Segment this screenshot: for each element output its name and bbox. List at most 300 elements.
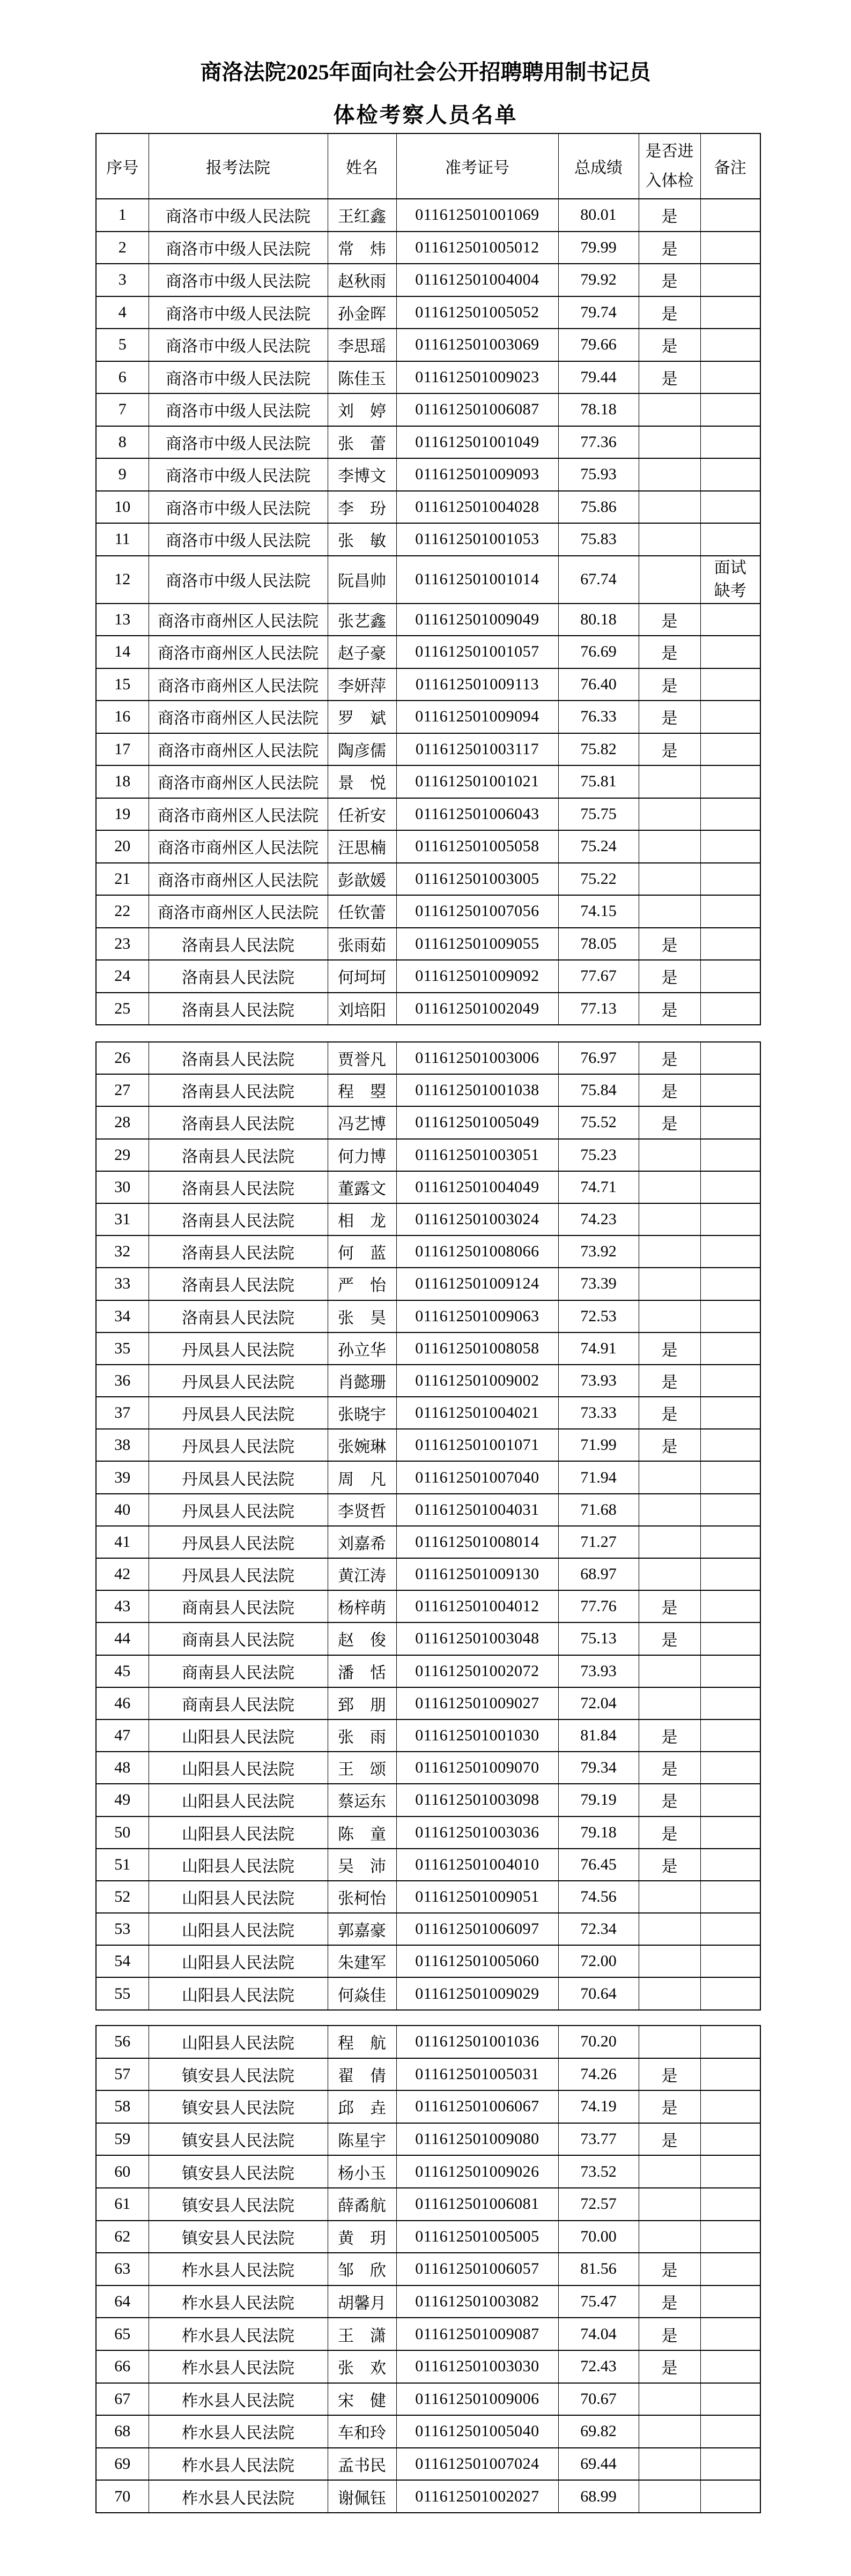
cell-court: 商南县人民法院 (149, 1590, 328, 1622)
cell-court: 商洛市中级人民法院 (149, 232, 328, 264)
cell-index: 16 (96, 701, 149, 733)
cell-score: 77.13 (558, 993, 639, 1025)
header-remark: 备注 (700, 133, 760, 199)
cell-enter-exam: 是 (639, 1365, 700, 1397)
cell-remark (700, 1590, 760, 1622)
cell-court: 丹凤县人民法院 (149, 1494, 328, 1526)
cell-enter-exam: 是 (639, 1074, 700, 1106)
page-title-line1: 商洛法院2025年面向社会公开招聘聘用制书记员 (200, 60, 651, 84)
cell-index: 21 (96, 863, 149, 896)
cell-name: 张雨茹 (328, 928, 396, 961)
table-row (96, 556, 760, 604)
cell-index: 60 (96, 2155, 149, 2188)
cell-index: 57 (96, 2058, 149, 2091)
table-row (96, 2123, 760, 2156)
cell-remark (700, 2155, 760, 2188)
cell-index: 40 (96, 1494, 149, 1526)
cell-name: 郭嘉豪 (328, 1913, 396, 1945)
table-row (96, 1203, 760, 1235)
cell-index: 14 (96, 636, 149, 668)
cell-name: 张 敏 (328, 523, 396, 556)
cell-enter-exam (639, 1655, 700, 1687)
cell-court: 镇安县人民法院 (149, 2090, 328, 2123)
cell-index: 68 (96, 2415, 149, 2448)
cell-court: 洛南县人民法院 (149, 1106, 328, 1138)
cell-enter-exam: 是 (639, 1397, 700, 1429)
cell-enter-exam (639, 765, 700, 798)
cell-score: 73.52 (558, 2155, 639, 2188)
cell-index: 45 (96, 1655, 149, 1687)
table-row (96, 2383, 760, 2416)
cell-index: 62 (96, 2221, 149, 2253)
cell-enter-exam: 是 (639, 1042, 700, 1074)
cell-ticket: 011612501003117 (396, 733, 558, 766)
cell-remark: 面试缺考 (700, 556, 760, 604)
cell-ticket: 011612501007040 (396, 1461, 558, 1493)
cell-name: 陈 童 (328, 1816, 396, 1849)
cell-enter-exam: 是 (639, 1429, 700, 1461)
cell-score: 72.34 (558, 1913, 639, 1945)
cell-score: 71.99 (558, 1429, 639, 1461)
table-row (96, 1397, 760, 1429)
cell-enter-exam: 是 (639, 993, 700, 1025)
cell-ticket: 011612501006087 (396, 393, 558, 426)
cell-enter-exam (639, 2188, 700, 2221)
cell-remark (700, 1235, 760, 1268)
cell-remark (700, 1429, 760, 1461)
table-row (96, 830, 760, 863)
cell-score: 72.00 (558, 1945, 639, 1977)
cell-remark (700, 491, 760, 524)
cell-remark (700, 668, 760, 701)
cell-score: 79.19 (558, 1784, 639, 1816)
cell-remark (700, 1977, 760, 2009)
cell-ticket: 011612501009049 (396, 604, 558, 636)
table-row (96, 1042, 760, 1074)
cell-name: 蔡运东 (328, 1784, 396, 1816)
cell-name: 赵秋雨 (328, 264, 396, 296)
cell-ticket: 011612501005031 (396, 2058, 558, 2091)
cell-index: 3 (96, 264, 149, 296)
cell-court: 洛南县人民法院 (149, 1300, 328, 1332)
cell-ticket: 011612501001014 (396, 556, 558, 604)
cell-enter-exam (639, 863, 700, 896)
cell-enter-exam: 是 (639, 960, 700, 993)
cell-name: 车和玲 (328, 2415, 396, 2448)
table-row (96, 2058, 760, 2091)
cell-index: 48 (96, 1752, 149, 1784)
cell-remark (700, 2221, 760, 2253)
cell-remark (700, 2058, 760, 2091)
cell-score: 76.40 (558, 668, 639, 701)
cell-score: 75.24 (558, 830, 639, 863)
cell-index: 12 (96, 556, 149, 604)
cell-name: 李思瑶 (328, 329, 396, 361)
cell-enter-exam (639, 1300, 700, 1332)
cell-index: 69 (96, 2448, 149, 2481)
cell-index: 10 (96, 491, 149, 524)
cell-name: 周 凡 (328, 1461, 396, 1493)
cell-court: 山阳县人民法院 (149, 1752, 328, 1784)
cell-court: 商南县人民法院 (149, 1687, 328, 1719)
cell-ticket: 011612501006097 (396, 1913, 558, 1945)
cell-name: 罗 斌 (328, 701, 396, 733)
cell-score: 79.18 (558, 1816, 639, 1849)
table-row (96, 426, 760, 459)
cell-index: 70 (96, 2480, 149, 2513)
cell-court: 洛南县人民法院 (149, 1074, 328, 1106)
cell-court: 丹凤县人民法院 (149, 1332, 328, 1365)
cell-court: 镇安县人民法院 (149, 2123, 328, 2156)
cell-remark (700, 895, 760, 928)
cell-name: 陶彦儒 (328, 733, 396, 766)
cell-remark (700, 830, 760, 863)
cell-score: 78.05 (558, 928, 639, 961)
cell-name: 王 颂 (328, 1752, 396, 1784)
cell-score: 73.39 (558, 1268, 639, 1300)
cell-index: 66 (96, 2350, 149, 2383)
cell-ticket: 011612501004049 (396, 1171, 558, 1203)
cell-remark (700, 2188, 760, 2221)
cell-enter-exam: 是 (639, 329, 700, 361)
cell-enter-exam: 是 (639, 199, 700, 232)
cell-remark (700, 1526, 760, 1558)
cell-court: 商洛市商州区人民法院 (149, 668, 328, 701)
cell-index: 31 (96, 1203, 149, 1235)
cell-ticket: 011612501001049 (396, 426, 558, 459)
cell-enter-exam: 是 (639, 1752, 700, 1784)
table-row (96, 458, 760, 491)
table-row (96, 2480, 760, 2513)
cell-enter-exam (639, 1526, 700, 1558)
cell-ticket: 011612501009124 (396, 1268, 558, 1300)
cell-court: 山阳县人民法院 (149, 1881, 328, 1913)
cell-ticket: 011612501004031 (396, 1494, 558, 1526)
cell-index: 8 (96, 426, 149, 459)
cell-index: 67 (96, 2383, 149, 2416)
cell-index: 35 (96, 1332, 149, 1365)
cell-ticket: 011612501009006 (396, 2383, 558, 2416)
cell-enter-exam (639, 491, 700, 524)
cell-score: 75.93 (558, 458, 639, 491)
cell-enter-exam: 是 (639, 668, 700, 701)
cell-court: 柞水县人民法院 (149, 2285, 328, 2318)
cell-remark (700, 1881, 760, 1913)
cell-ticket: 011612501003036 (396, 1816, 558, 1849)
cell-remark (700, 863, 760, 896)
cell-score: 80.01 (558, 199, 639, 232)
cell-remark (700, 1945, 760, 1977)
cell-name: 张婉琳 (328, 1429, 396, 1461)
cell-remark (700, 1849, 760, 1881)
table-row (96, 1429, 760, 1461)
table-row (96, 491, 760, 524)
cell-score: 81.84 (558, 1719, 639, 1752)
cell-index: 41 (96, 1526, 149, 1558)
cell-name: 朱建军 (328, 1945, 396, 1977)
cell-remark (700, 296, 760, 329)
cell-enter-exam: 是 (639, 2090, 700, 2123)
cell-ticket: 011612501009051 (396, 1881, 558, 1913)
cell-enter-exam (639, 1977, 700, 2009)
cell-name: 杨梓萌 (328, 1590, 396, 1622)
cell-index: 46 (96, 1687, 149, 1719)
header-index: 序号 (96, 133, 149, 199)
cell-ticket: 011612501006043 (396, 798, 558, 831)
cell-remark (700, 1494, 760, 1526)
cell-name: 冯艺博 (328, 1106, 396, 1138)
cell-index: 2 (96, 232, 149, 264)
cell-ticket: 011612501001038 (396, 1074, 558, 1106)
cell-index: 42 (96, 1558, 149, 1590)
cell-ticket: 011612501001030 (396, 1719, 558, 1752)
table-header (96, 133, 760, 199)
table-row (96, 1655, 760, 1687)
cell-court: 洛南县人民法院 (149, 1203, 328, 1235)
cell-index: 64 (96, 2285, 149, 2318)
cell-score: 75.47 (558, 2285, 639, 2318)
cell-index: 38 (96, 1429, 149, 1461)
cell-ticket: 011612501001057 (396, 636, 558, 668)
cell-court: 商洛市商州区人民法院 (149, 863, 328, 896)
cell-index: 25 (96, 993, 149, 1025)
cell-remark (700, 2448, 760, 2481)
cell-remark (700, 798, 760, 831)
cell-remark (700, 393, 760, 426)
cell-score: 73.92 (558, 1235, 639, 1268)
cell-court: 商洛市中级人民法院 (149, 199, 328, 232)
cell-score: 75.84 (558, 1074, 639, 1106)
table-row (96, 1074, 760, 1106)
cell-court: 商洛市中级人民法院 (149, 393, 328, 426)
cell-enter-exam: 是 (639, 2318, 700, 2350)
cell-score: 69.44 (558, 2448, 639, 2481)
cell-index: 44 (96, 1622, 149, 1655)
cell-score: 74.26 (558, 2058, 639, 2091)
table-row (96, 296, 760, 329)
table-row (96, 863, 760, 896)
cell-name: 黄江涛 (328, 1558, 396, 1590)
cell-court: 商洛市中级人民法院 (149, 264, 328, 296)
cell-enter-exam (639, 1881, 700, 1913)
table-row (96, 1171, 760, 1203)
cell-court: 商洛市商州区人民法院 (149, 636, 328, 668)
cell-court: 柞水县人民法院 (149, 2415, 328, 2448)
cell-court: 山阳县人民法院 (149, 1816, 328, 1849)
cell-remark (700, 458, 760, 491)
cell-court: 丹凤县人民法院 (149, 1558, 328, 1590)
cell-enter-exam (639, 426, 700, 459)
cell-enter-exam: 是 (639, 2350, 700, 2383)
cell-ticket: 011612501005052 (396, 296, 558, 329)
cell-index: 59 (96, 2123, 149, 2156)
cell-enter-exam: 是 (639, 1719, 700, 1752)
cell-remark (700, 523, 760, 556)
cell-enter-exam: 是 (639, 232, 700, 264)
table-row (96, 928, 760, 961)
cell-court: 柞水县人民法院 (149, 2480, 328, 2513)
cell-remark (700, 928, 760, 961)
cell-index: 20 (96, 830, 149, 863)
cell-ticket: 011612501009087 (396, 2318, 558, 2350)
cell-name: 黄 玥 (328, 2221, 396, 2253)
cell-enter-exam: 是 (639, 1332, 700, 1365)
cell-score: 72.53 (558, 1300, 639, 1332)
cell-score: 70.00 (558, 2221, 639, 2253)
cell-name: 彭歆媛 (328, 863, 396, 896)
table-row (96, 604, 760, 636)
cell-score: 75.75 (558, 798, 639, 831)
cell-ticket: 011612501004021 (396, 1397, 558, 1429)
cell-name: 陈佳玉 (328, 361, 396, 394)
cell-score: 76.33 (558, 701, 639, 733)
cell-score: 75.23 (558, 1139, 639, 1171)
cell-score: 79.66 (558, 329, 639, 361)
cell-remark (700, 2123, 760, 2156)
cell-score: 79.44 (558, 361, 639, 394)
table-row (96, 1784, 760, 1816)
cell-ticket: 011612501008066 (396, 1235, 558, 1268)
table-row (96, 2448, 760, 2481)
cell-score: 74.71 (558, 1171, 639, 1203)
cell-ticket: 011612501003030 (396, 2350, 558, 2383)
cell-remark (700, 2318, 760, 2350)
cell-enter-exam (639, 1235, 700, 1268)
cell-ticket: 011612501008014 (396, 1526, 558, 1558)
cell-name: 何焱佳 (328, 1977, 396, 2009)
cell-remark (700, 1622, 760, 1655)
cell-ticket: 011612501005005 (396, 2221, 558, 2253)
cell-name: 肖懿珊 (328, 1365, 396, 1397)
cell-remark (700, 2090, 760, 2123)
table-row (96, 960, 760, 993)
cell-name: 程 曌 (328, 1074, 396, 1106)
cell-enter-exam: 是 (639, 636, 700, 668)
cell-score: 70.64 (558, 1977, 639, 2009)
table-row (96, 993, 760, 1025)
cell-enter-exam (639, 1268, 700, 1300)
cell-enter-exam (639, 1913, 700, 1945)
cell-index: 23 (96, 928, 149, 961)
cell-index: 33 (96, 1268, 149, 1300)
table-row (96, 2155, 760, 2188)
cell-enter-exam: 是 (639, 701, 700, 733)
cell-remark (700, 2285, 760, 2318)
cell-name: 程 航 (328, 2026, 396, 2058)
cell-court: 洛南县人民法院 (149, 993, 328, 1025)
table-row (96, 264, 760, 296)
cell-name: 孙金晖 (328, 296, 396, 329)
cell-index: 1 (96, 199, 149, 232)
cell-enter-exam (639, 2026, 700, 2058)
cell-name: 孙立华 (328, 1332, 396, 1365)
cell-index: 53 (96, 1913, 149, 1945)
cell-enter-exam (639, 2155, 700, 2188)
cell-name: 赵 俊 (328, 1622, 396, 1655)
cell-ticket: 011612501009092 (396, 960, 558, 993)
cell-name: 邱 垚 (328, 2090, 396, 2123)
cell-remark (700, 701, 760, 733)
cell-index: 50 (96, 1816, 149, 1849)
cell-index: 36 (96, 1365, 149, 1397)
cell-ticket: 011612501004028 (396, 491, 558, 524)
table-row (96, 2285, 760, 2318)
cell-remark (700, 993, 760, 1025)
cell-name: 阮昌帅 (328, 556, 396, 604)
cell-enter-exam (639, 830, 700, 863)
cell-ticket: 011612501008058 (396, 1332, 558, 1365)
cell-enter-exam (639, 798, 700, 831)
cell-score: 79.74 (558, 296, 639, 329)
cell-index: 63 (96, 2253, 149, 2285)
cell-score: 70.67 (558, 2383, 639, 2416)
cell-ticket: 011612501002049 (396, 993, 558, 1025)
cell-name: 吴 沛 (328, 1849, 396, 1881)
cell-score: 79.34 (558, 1752, 639, 1784)
table-row (96, 895, 760, 928)
cell-court: 商南县人民法院 (149, 1622, 328, 1655)
cell-enter-exam (639, 2480, 700, 2513)
cell-ticket: 011612501005058 (396, 830, 558, 863)
cell-ticket: 011612501003069 (396, 329, 558, 361)
cell-ticket: 011612501005049 (396, 1106, 558, 1138)
cell-name: 张艺鑫 (328, 604, 396, 636)
table-row (96, 1235, 760, 1268)
table-row (96, 2318, 760, 2350)
cell-score: 75.22 (558, 863, 639, 896)
cell-index: 56 (96, 2026, 149, 2058)
cell-court: 柞水县人民法院 (149, 2350, 328, 2383)
cell-name: 汪思楠 (328, 830, 396, 863)
cell-enter-exam (639, 1171, 700, 1203)
cell-name: 张晓宇 (328, 1397, 396, 1429)
cell-ticket: 011612501003082 (396, 2285, 558, 2318)
cell-index: 34 (96, 1300, 149, 1332)
cell-ticket: 011612501005040 (396, 2415, 558, 2448)
cell-score: 75.52 (558, 1106, 639, 1138)
cell-remark (700, 604, 760, 636)
cell-index: 22 (96, 895, 149, 928)
cell-enter-exam (639, 556, 700, 604)
cell-remark (700, 2253, 760, 2285)
cell-remark (700, 1397, 760, 1429)
cell-court: 商洛市商州区人民法院 (149, 701, 328, 733)
cell-score: 75.13 (558, 1622, 639, 1655)
table-row (96, 2221, 760, 2253)
table-row (96, 1590, 760, 1622)
cell-court: 洛南县人民法院 (149, 928, 328, 961)
cell-name: 相 龙 (328, 1203, 396, 1235)
cell-index: 32 (96, 1235, 149, 1268)
cell-court: 洛南县人民法院 (149, 1139, 328, 1171)
cell-enter-exam (639, 2221, 700, 2253)
cell-name: 郅 朋 (328, 1687, 396, 1719)
cell-enter-exam: 是 (639, 1622, 700, 1655)
cell-court: 商洛市中级人民法院 (149, 361, 328, 394)
cell-name: 张柯怡 (328, 1881, 396, 1913)
table-row (96, 1461, 760, 1493)
cell-remark (700, 1171, 760, 1203)
cell-ticket: 011612501009029 (396, 1977, 558, 2009)
table-row (96, 2253, 760, 2285)
cell-score: 77.67 (558, 960, 639, 993)
table-row (96, 1558, 760, 1590)
table-row (96, 2350, 760, 2383)
cell-score: 68.97 (558, 1558, 639, 1590)
roster-table-section (95, 133, 761, 1025)
cell-court: 镇安县人民法院 (149, 2221, 328, 2253)
table-row (96, 1719, 760, 1752)
